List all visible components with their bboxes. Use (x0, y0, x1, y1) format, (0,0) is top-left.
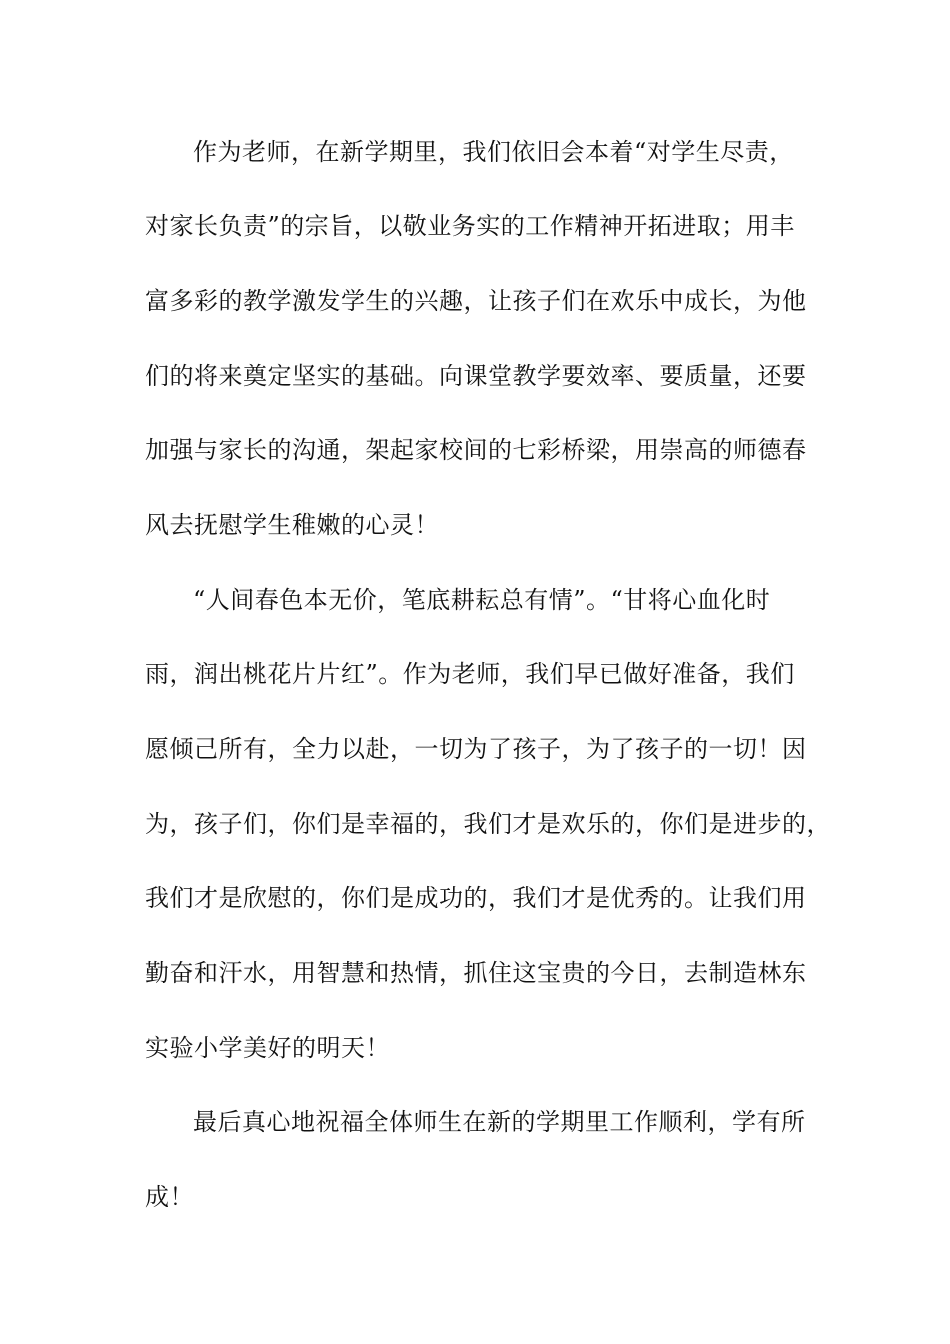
paragraph-1-line-5: 加强与家长的沟通，架起家校间的七彩桥梁，用崇高的师德春 (145, 436, 807, 464)
paragraph-2-line-2: 雨，润出桃花片片红”。作为老师，我们早已做好准备，我们 (145, 660, 795, 688)
paragraph-1-line-4: 们的将来奠定坚实的基础。向课堂教学要效率、要质量，还要 (145, 362, 807, 390)
paragraph-3-line-2: 成！ (145, 1183, 194, 1211)
paragraph-1-line-3: 富多彩的教学激发学生的兴趣，让孩子们在欢乐中成长，为他 (145, 287, 807, 315)
paragraph-2-line-6: 勤奋和汗水，用智慧和热情，抓住这宝贵的今日，去制造林东 (145, 959, 807, 987)
paragraph-2-line-4: 为，孩子们，你们是幸福的，我们才是欢乐的，你们是进步的， (145, 810, 831, 838)
paragraph-1-line-1: 作为老师，在新学期里，我们依旧会本着“对学生尽责， (193, 138, 794, 166)
paragraph-1-line-6: 风去抚慰学生稚嫩的心灵！ (145, 511, 439, 539)
paragraph-3-line-1: 最后真心地祝福全体师生在新的学期里工作顺利，学有所 (193, 1108, 806, 1136)
paragraph-2-line-5: 我们才是欣慰的，你们是成功的，我们才是优秀的。让我们用 (145, 884, 807, 912)
paragraph-1-line-2: 对家长负责”的宗旨，以敬业务实的工作精神开拓进取；用丰 (145, 212, 795, 240)
paragraph-2-line-1: “人间春色本无价，笔底耕耘总有情”。“甘将心血化时 (193, 586, 771, 614)
paragraph-2-line-7: 实验小学美好的明天！ (145, 1034, 390, 1062)
paragraph-2-line-3: 愿倾己所有，全力以赴，一切为了孩子，为了孩子的一切！因 (145, 735, 807, 763)
